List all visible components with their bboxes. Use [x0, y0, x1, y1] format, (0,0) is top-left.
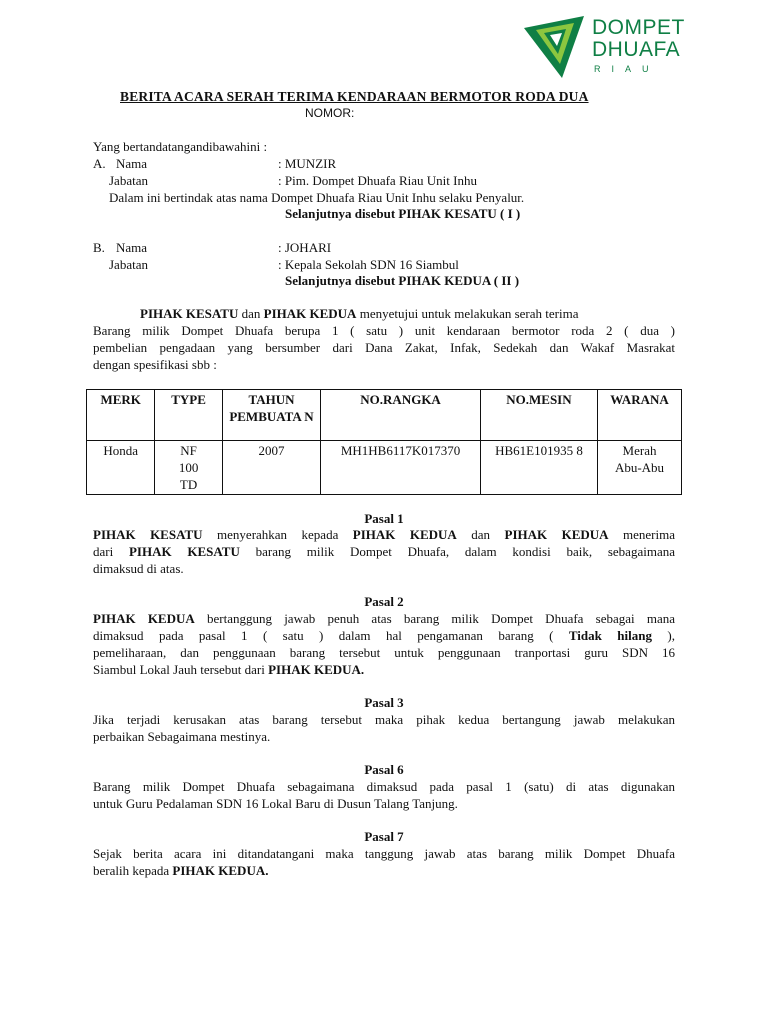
party-b-nama-label: Nama	[116, 240, 148, 255]
pasal-text: menerima	[608, 527, 675, 542]
pasal-text: menyerahkan kepada	[202, 527, 353, 542]
party-a-jabatan-label: Jabatan	[109, 173, 148, 188]
party-b-nama-value: : JOHARI	[278, 240, 332, 255]
pihak-kedua-term: PIHAK KEDUA	[93, 611, 195, 626]
pasal-text: ),	[651, 628, 675, 643]
pasal-6-line-1: Barang milik Dompet Dhuafa sebagaimana dimaksud pada pasal 1 (satu) di atas digunakan	[93, 779, 675, 794]
pasal-text: Siambul Lokal Jauh tersebut dari	[93, 662, 269, 677]
table-cell: 2007	[222, 441, 320, 495]
party-b-jabatan-value: : Kepala Sekolah SDN 16 Siambul	[278, 257, 459, 272]
vehicle-spec-table	[86, 389, 682, 495]
pasal-3-line-2: perbaikan Sebagaimana mestinya.	[93, 729, 271, 744]
table-header-cell: MERK	[87, 390, 155, 441]
agreement-text: dan	[238, 306, 264, 321]
party-a-nama-value: : MUNZIR	[278, 156, 337, 171]
pasal-6-title: Pasal 6	[364, 762, 404, 777]
pihak-kedua-term: PIHAK KEDUA	[352, 527, 457, 542]
logo-text-riau: RIAU	[594, 64, 660, 74]
document-title: BERITA ACARA SERAH TERIMA KENDARAAN BERMOTOR RODA DUA	[120, 89, 589, 104]
intro-text: Yang bertandatangandibawahini :	[93, 139, 268, 154]
dompet-dhuafa-logo	[522, 12, 685, 82]
pasal-7-line-1: Sejak berita acara ini ditandatangani maka tanggung jawab atas barang milik Dompet Dhuafa	[93, 846, 675, 861]
pihak-kedua-term: PIHAK KEDUA	[504, 527, 609, 542]
tidak-hilang-term: Tidak hilang	[568, 628, 652, 643]
party-a-jabatan-value: : Pim. Dompet Dhuafa Riau Unit Inhu	[278, 173, 477, 188]
pihak-kedua-term: PIHAK KEDUA.	[172, 863, 269, 878]
pihak-kedua-term: PIHAK KEDUA.	[268, 662, 365, 677]
pasal-text: barang milik Dompet Dhuafa, dalam kondisi baik, sebagaimana	[239, 544, 675, 559]
pasal-1-title: Pasal 1	[364, 511, 404, 526]
pasal-text: bertanggung jawab penuh atas barang milik Dompet Dhuafa sebagai mana	[194, 611, 676, 626]
pasal-1-line-2	[93, 544, 675, 560]
table-header-cell: NO.MESIN	[480, 390, 597, 441]
table-cell: HB61E101935 8	[480, 441, 597, 495]
pasal-text: dimaksud pada pasal 1 ( satu ) dalam hal pengamanan barang (	[93, 628, 569, 643]
pihak-kesatu-term: PIHAK KESATU	[128, 544, 240, 559]
pasal-2-title: Pasal 2	[364, 594, 404, 609]
pasal-3-title: Pasal 3	[364, 695, 404, 710]
agreement-line-1	[140, 306, 578, 322]
table-row	[87, 441, 682, 495]
party-b-marker: B.	[93, 240, 105, 255]
pasal-6-line-2: untuk Guru Pedalaman SDN 16 Lokal Baru di Dusun Talang Tanjung.	[93, 796, 458, 811]
pihak-kedua-term: PIHAK KEDUA	[263, 306, 357, 321]
table-cell: NF 100 TD	[155, 441, 222, 495]
document-number-label: NOMOR:	[305, 106, 355, 120]
pasal-text: dan	[456, 527, 505, 542]
pasal-2-line-4	[93, 662, 364, 678]
pasal-text: dari	[93, 544, 129, 559]
pasal-1-line-3: dimaksud di atas.	[93, 561, 184, 576]
table-cell: MH1HB6117K017370	[321, 441, 481, 495]
pasal-1-line-1	[93, 527, 675, 543]
agreement-line-3: pembelian pengadaan yang bersumber dari Dana Zakat, Infak, Sedekah dan Wakaf Masrakat	[93, 340, 675, 355]
pasal-text: beralih kepada	[93, 863, 173, 878]
table-header-cell: NO.RANGKA	[321, 390, 481, 441]
logo-mark-icon	[522, 14, 590, 80]
table-header-cell: TAHUN PEMBUATA N	[222, 390, 320, 441]
table-header-row	[87, 390, 682, 441]
table-cell: Merah Abu-Abu	[598, 441, 682, 495]
table-cell: Honda	[87, 441, 155, 495]
table-header-cell: TYPE	[155, 390, 222, 441]
pasal-3-line-1: Jika terjadi kerusakan atas barang tersebut maka pihak kedua bertangung jawab melakukan	[93, 712, 675, 727]
pasal-2-line-1	[93, 611, 675, 627]
agreement-line-2: Barang milik Dompet Dhuafa berupa 1 ( satu ) unit kendaraan bermotor roda 2 ( dua )	[93, 323, 675, 338]
party-a-marker: A.	[93, 156, 106, 171]
party-a-acting: Dalam ini bertindak atas nama Dompet Dhuafa Riau Unit Inhu selaku Penyalur.	[109, 190, 525, 205]
party-a-nama-label: Nama	[116, 156, 148, 171]
pihak-kesatu-term: PIHAK KESATU	[140, 306, 239, 321]
pasal-2-line-3: pemeliharaan, dan penggunaan barang tersebut untuk penggunaan tranportasi guru SDN 16	[93, 645, 675, 660]
party-b-designation: Selanjutnya disebut PIHAK KEDUA ( II )	[285, 273, 520, 288]
pasal-7-title: Pasal 7	[364, 829, 404, 844]
agreement-text: menyetujui untuk melakukan serah terima	[356, 306, 579, 321]
pihak-kesatu-term: PIHAK KESATU	[93, 527, 203, 542]
logo-text-dompet: DOMPET	[592, 16, 685, 39]
agreement-line-4: dengan spesifikasi sbb :	[93, 357, 217, 372]
pasal-7-line-2	[93, 863, 268, 879]
party-b-jabatan-label: Jabatan	[109, 257, 148, 272]
logo-text-dhuafa: DHUAFA	[592, 38, 681, 61]
table-header-cell: WARANA	[598, 390, 682, 441]
pasal-2-line-2	[93, 628, 675, 644]
party-a-designation: Selanjutnya disebut PIHAK KESATU ( I )	[285, 206, 521, 221]
